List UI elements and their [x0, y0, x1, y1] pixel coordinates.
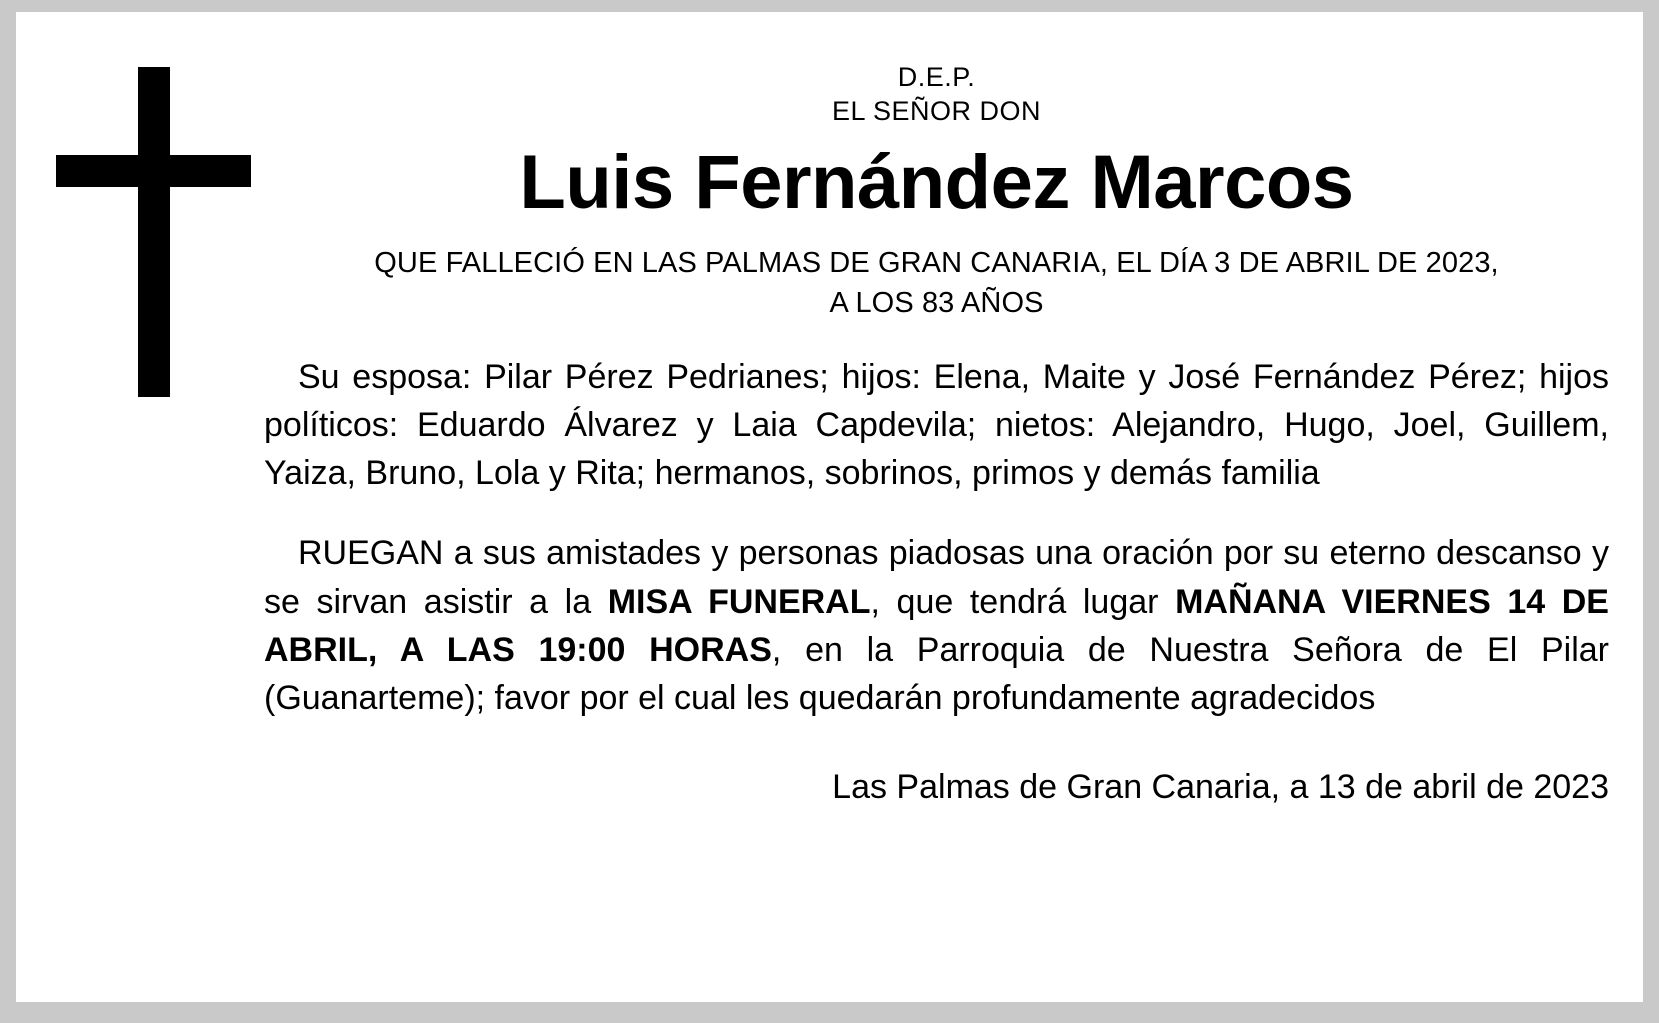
cross-vertical-bar [138, 67, 170, 397]
death-line-2: A LOS 83 AÑOS [829, 286, 1044, 319]
death-line-1: QUE FALLECIÓ EN LAS PALMAS DE GRAN CANARIA, EL DÍA 3 DE ABRIL DE 2023, [374, 247, 1499, 280]
place-and-date: Las Palmas de Gran Canaria, a 13 de abril de 2023 [832, 767, 1609, 806]
notice-content [264, 60, 1609, 809]
funeral-request-paragraph [264, 529, 1609, 722]
funeral-datetime-emphasis: MAÑANA VIERNES 14 DE ABRIL, A LAS 19:00 HORAS [264, 582, 1609, 669]
misa-funeral-emphasis: MISA FUNERAL [607, 582, 871, 621]
request-text-part-2: , que tendrá lugar [870, 582, 1176, 621]
deceased-name: Luis Fernández Marcos [519, 139, 1354, 225]
family-members-paragraph: Su esposa: Pilar Pérez Pedrianes; hijos: Elena, Maite y José Fernández Pérez; hijos políticos: Eduardo Álvarez y Laia Capdevila; nietos: Alejandro, Hugo, Joel, Guillem, Yaiza, Bruno, Lola y Rita; hermanos, sobrinos, primos y demás familia [264, 357, 1609, 493]
request-text-part-3: , en la Parroquia de Nuestra Señora de El Pilar (Guanarteme); favor por el cual les quedarán profundamente agradecidos [264, 630, 1609, 718]
death-information [264, 244, 1609, 322]
request-text-part-1: RUEGAN a sus amistades y personas piadosas una oración por su eterno descanso y se sirvan asistir a la [264, 534, 1609, 621]
dep-label: D.E.P. [897, 62, 976, 92]
obituary-notice-card [16, 12, 1643, 1002]
cross-horizontal-bar [56, 155, 251, 187]
cross-icon [56, 67, 251, 397]
honorific-label: EL SEÑOR DON [831, 96, 1042, 127]
